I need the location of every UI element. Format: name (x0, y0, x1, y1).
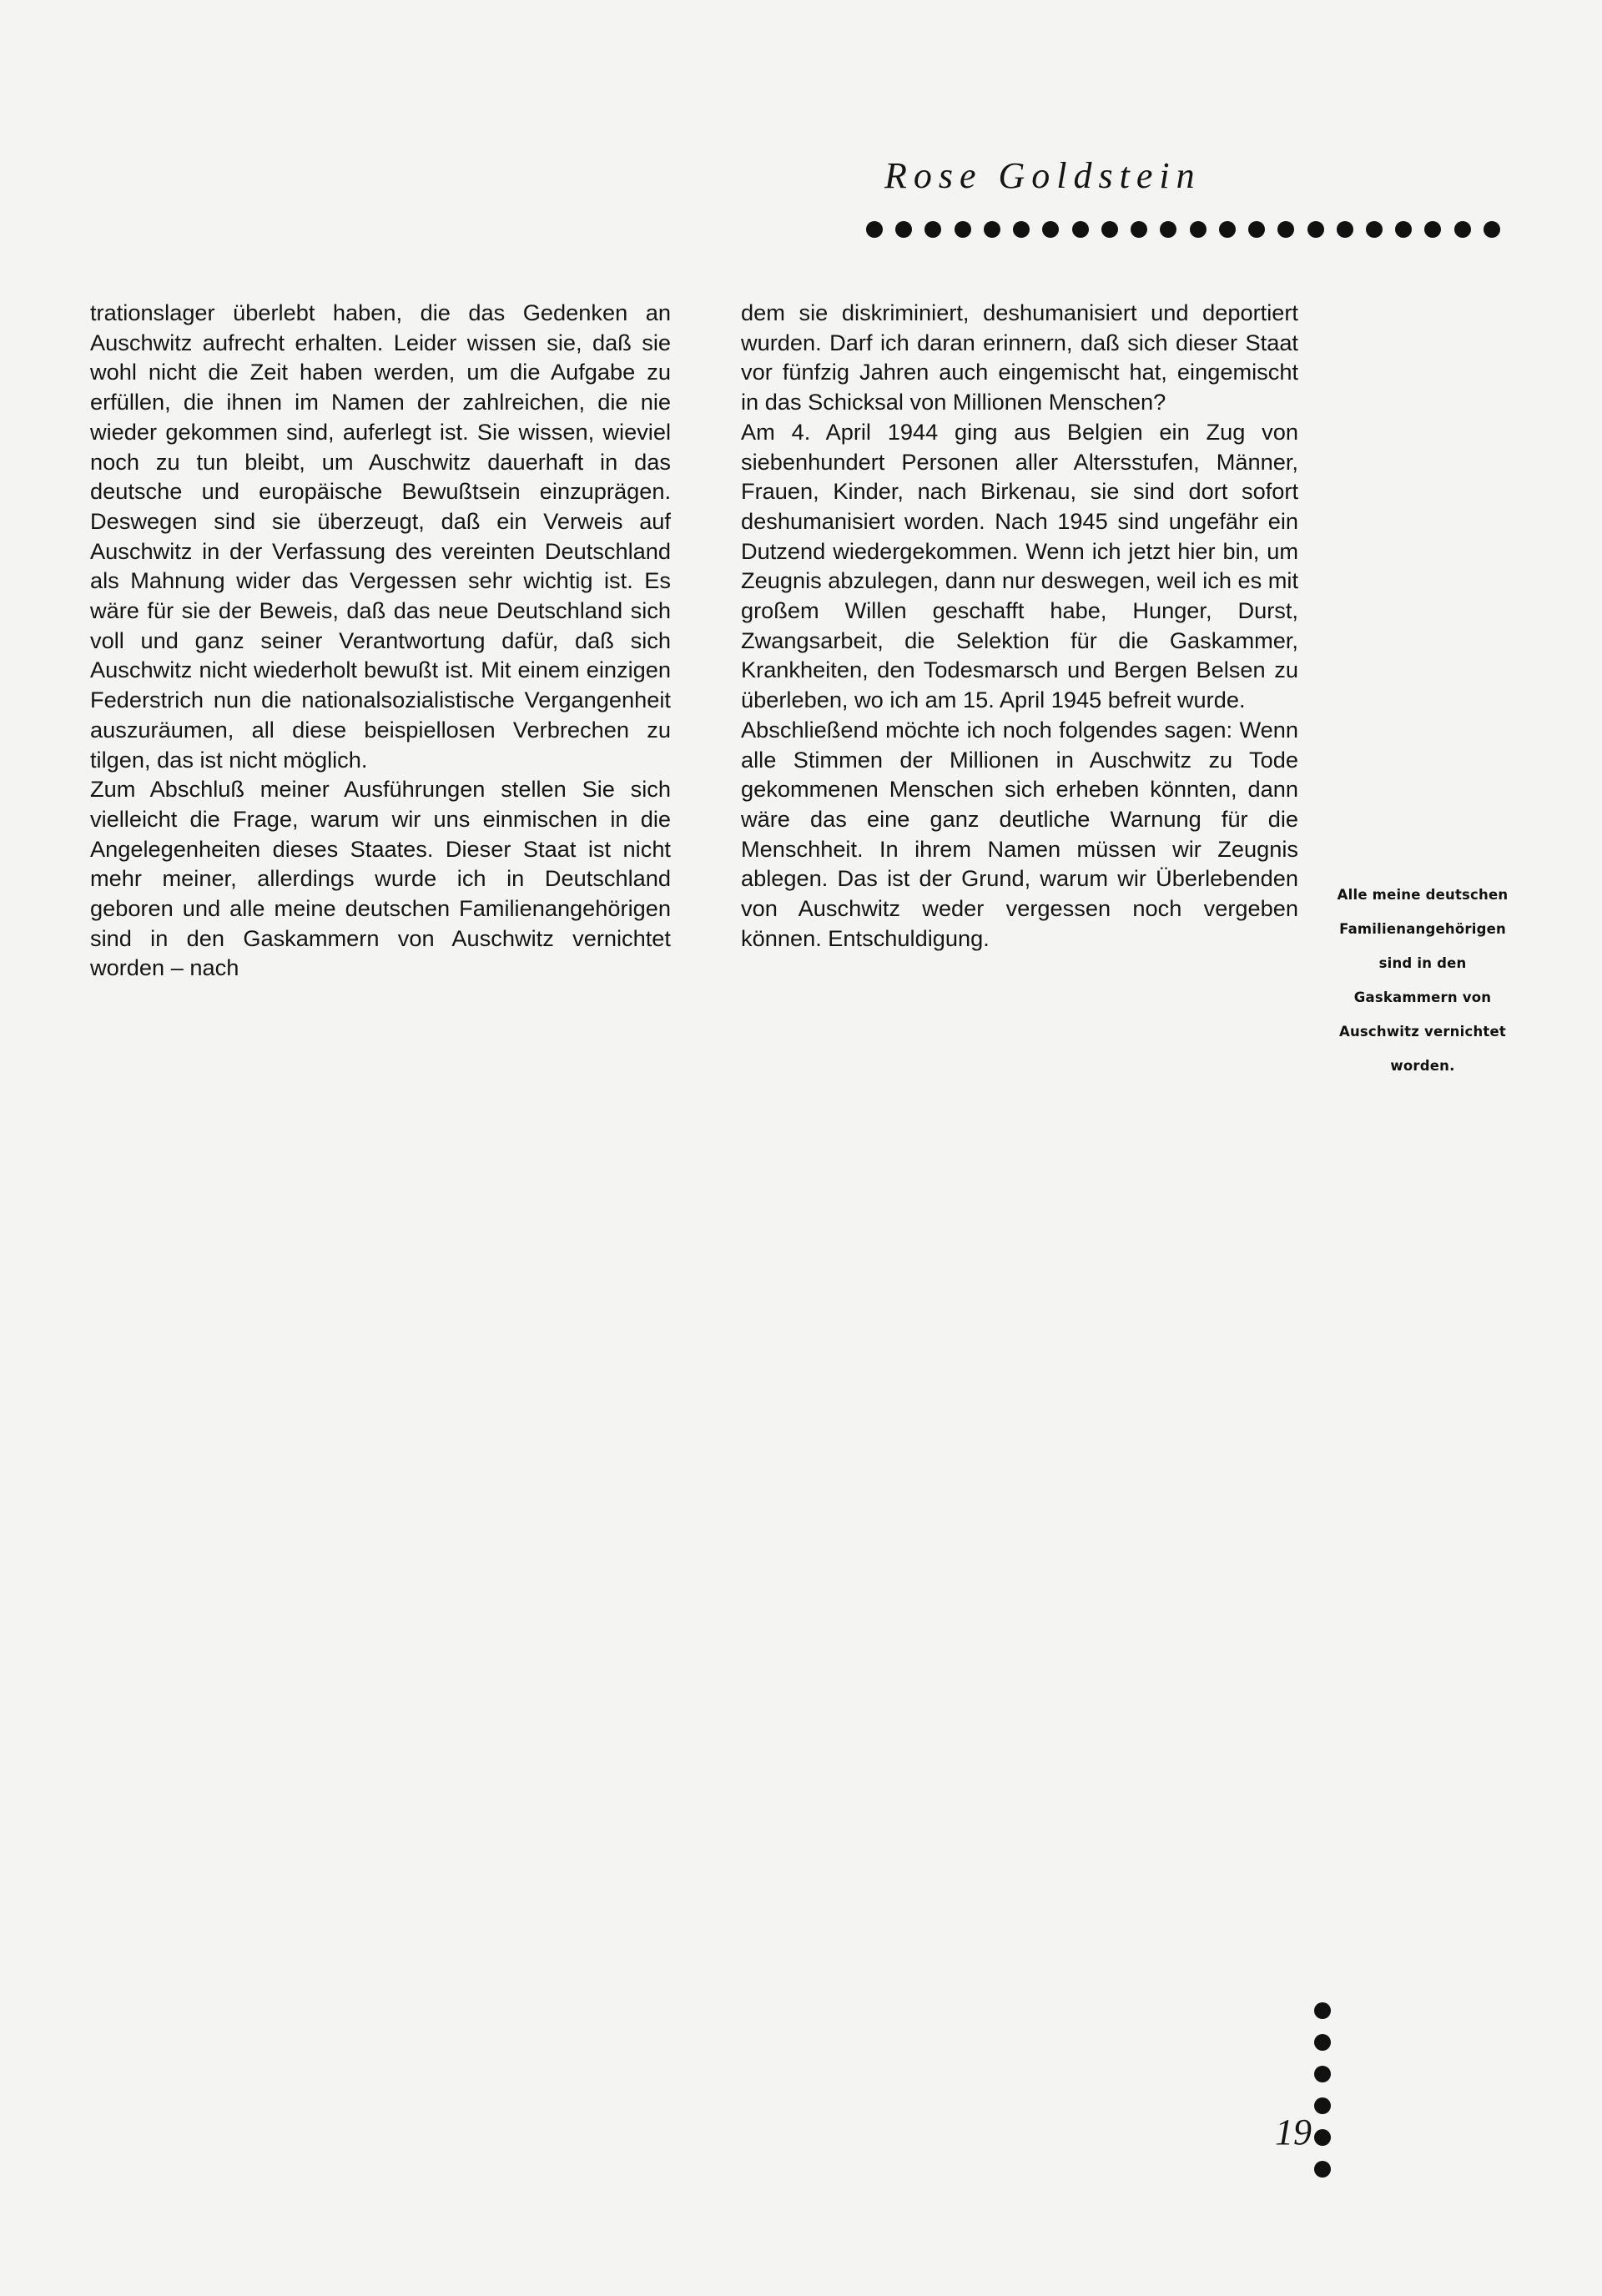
page-number: 19 (1275, 2112, 1312, 2152)
dot-ornament (1366, 221, 1383, 238)
paragraph: trationslager überlebt haben, die das Gedenken an Auschwitz aufrecht erhalten. Leider wissen sie, daß sie wohl nicht die Zeit haben werden, um die Aufgabe zu erfüllen, die ihnen im Namen der zahlreichen, die nie wieder gekommen sind, auferlegt ist. Sie wissen, wieviel noch zu tun bleibt, um Auschwitz dauerhaft in das deutsche und europäische Bewußtsein einzuprägen. Deswegen sind sie überzeugt, daß ein Verweis auf Auschwitz in der Verfassung des vereinten Deutschland als Mahnung wider das Vergessen sehr wichtig ist. Es wäre für sie der Beweis, daß das neue Deutschland sich voll und ganz seiner Verantwortung dafür, daß sich Auschwitz nicht wiederholt bewußt ist. Mit einem einzigen Federstrich nun die nationalsozialistische Vergangenheit auszuräumen, all diese beispiellosen Verbrechen zu tilgen, das ist nicht möglich. (90, 300, 671, 773)
dot-ornament (1160, 221, 1176, 238)
dot-ornament (1013, 221, 1030, 238)
dot-ornament (924, 221, 941, 238)
dot-ornament (1131, 221, 1147, 238)
page-dots (1310, 2002, 1335, 2203)
margin-note: Alle meine deutschen Familienangehörigen sind in den Gaskammern von Auschwitz vernichtet worden. (1337, 887, 1509, 1074)
dot-ornament (1314, 2097, 1331, 2114)
dot-ornament (955, 221, 971, 238)
dot-ornament (1314, 2161, 1331, 2178)
dot-ornament (1042, 221, 1059, 238)
paragraph: Abschließend möchte ich noch folgendes sagen: Wenn alle Stimmen der Millionen in Auschwitz zu Tode gekommenen Menschen sich erheben könnten, dann wäre das eine ganz deutliche Warnung für die Menschheit. In ihrem Namen müssen wir Zeugnis ablegen. Das ist der Grund, warum wir Überlebenden von Auschwitz weder vergessen noch vergeben können. Entschuldigung. (741, 716, 1298, 951)
dot-ornament (1277, 221, 1294, 238)
dot-ornament (1337, 221, 1353, 238)
dot-ornament (1072, 221, 1089, 238)
dot-ornament (1454, 221, 1471, 238)
dot-ornament (1424, 221, 1441, 238)
right-column (741, 298, 1298, 953)
dot-ornament (1314, 2002, 1331, 2019)
running-head: Rose Goldstein (884, 155, 1202, 196)
dot-ornament (1484, 221, 1500, 238)
dot-ornament (984, 221, 1000, 238)
dot-ornament (1314, 2034, 1331, 2051)
dot-ornament (866, 221, 883, 238)
dot-ornament (895, 221, 912, 238)
paragraph: Am 4. April 1944 ging aus Belgien ein Zug von siebenhundert Personen aller Altersstufen, Männer, Frauen, Kinder, nach Birkenau, sie sind dort sofort deshumanisiert worden. Nach 1945 sind ungefähr ein Dutzend wiedergekommen. Wenn ich jetzt hier bin, um Zeugnis abzulegen, dann nur deswegen, weil ich es mit großem Willen geschafft habe, Hunger, Durst, Zwangsarbeit, die Selektion für die Gaskammer, Krankheiten, den Todesmarsch und Bergen Belsen zu überleben, wo ich am 15. April 1945 befreit wurde. (741, 418, 1299, 713)
paragraph: dem sie diskriminiert, deshumanisiert und deportiert wurden. Darf ich daran erinnern, daß sich dieser Staat vor fünfzig Jahren auch eingemischt hat, eingemischt in das Schicksal von Millionen Menschen? (741, 300, 1298, 415)
dot-ornament (1248, 221, 1265, 238)
dot-ornament (1101, 221, 1118, 238)
dot-ornament (1314, 2129, 1331, 2146)
dot-ornament (1307, 221, 1324, 238)
dot-ornament (1219, 221, 1236, 238)
paragraph: Zum Abschluß meiner Ausführungen stellen Sie sich vielleicht die Frage, warum wir uns einmischen in die Angelegenheiten dieses Staates. Dieser Staat ist nicht mehr meiner, allerdings wurde ich in Deutschland geboren und alle meine deutschen Familienangehörigen sind in den Gaskammern von Auschwitz vernichtet worden – nach (90, 776, 671, 981)
dot-ornament (1314, 2066, 1331, 2082)
left-column (90, 298, 671, 983)
dot-ornament (1395, 221, 1412, 238)
dot-ornament (1190, 221, 1207, 238)
dot-rule (866, 219, 1500, 240)
